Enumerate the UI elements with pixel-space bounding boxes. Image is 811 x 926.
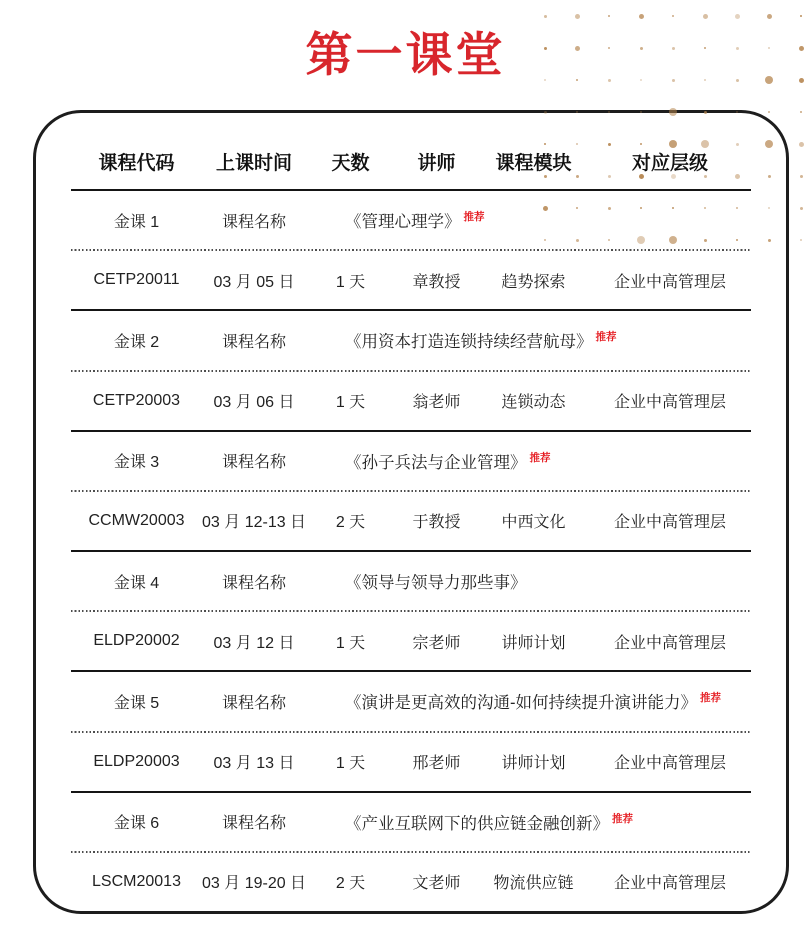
lecturer-name: 翁老师 bbox=[412, 394, 461, 412]
decor-dot bbox=[768, 111, 770, 113]
course-table-card bbox=[33, 110, 789, 914]
course-code: 金课 2 bbox=[113, 333, 160, 351]
recommended-badge: 推荐 bbox=[463, 211, 485, 224]
target-level: 企业中高管理层 bbox=[613, 514, 726, 532]
course-name-label: 课程名称 bbox=[221, 213, 286, 231]
course-title bbox=[306, 689, 751, 713]
header-level: 对应层级 bbox=[631, 153, 708, 174]
recommended-badge: 推荐 bbox=[612, 812, 633, 825]
course-title-text: 《孙子兵法与企业管理》 bbox=[345, 453, 527, 472]
course-name-label: 课程名称 bbox=[221, 574, 286, 592]
days-count: 2 天 bbox=[335, 514, 366, 532]
days-count: 2 天 bbox=[335, 875, 366, 893]
decor-dot bbox=[800, 207, 803, 210]
course-title bbox=[306, 328, 751, 352]
course-title-row bbox=[71, 793, 751, 851]
days-count: 1 天 bbox=[335, 755, 366, 773]
target-level: 企业中高管理层 bbox=[613, 755, 726, 773]
course-name-label: 课程名称 bbox=[221, 694, 286, 712]
course-title-text: 《用资本打造连锁持续经营航母》 bbox=[345, 333, 593, 352]
course-detail-row bbox=[71, 372, 751, 430]
target-level: 企业中高管理层 bbox=[613, 875, 726, 893]
course-module: 连锁动态 bbox=[501, 394, 566, 412]
course-module: 讲师计划 bbox=[501, 634, 566, 652]
recommended-badge: 推荐 bbox=[529, 451, 551, 464]
lecturer-name: 邢老师 bbox=[412, 755, 461, 773]
class-time: 03 月 19-20 日 bbox=[202, 875, 307, 893]
recommended-badge: 推荐 bbox=[595, 331, 617, 344]
course-code: CCMW20003 bbox=[88, 511, 185, 529]
lecturer-name: 章教授 bbox=[412, 273, 461, 291]
page-title: 第一课堂 bbox=[305, 28, 506, 81]
lecturer-name: 文老师 bbox=[412, 875, 461, 893]
target-level: 企业中高管理层 bbox=[613, 394, 726, 412]
course-detail-row bbox=[71, 612, 751, 670]
course-title-text: 《演讲是更高效的沟通-如何持续提升演讲能力》 bbox=[345, 694, 697, 713]
course-title bbox=[306, 569, 751, 593]
days-count: 1 天 bbox=[335, 273, 366, 291]
header-class-time: 上课时间 bbox=[215, 153, 292, 174]
decor-dot bbox=[799, 142, 804, 147]
course-title-row bbox=[71, 672, 751, 730]
course-code: 金课 6 bbox=[113, 815, 160, 833]
decor-dot bbox=[800, 15, 802, 17]
course-code: ELDP20003 bbox=[93, 752, 180, 770]
course-code: ELDP20002 bbox=[93, 632, 180, 650]
course-module: 趋势探索 bbox=[501, 273, 566, 291]
course-title bbox=[306, 208, 751, 232]
header-days: 天数 bbox=[331, 153, 370, 174]
course-title bbox=[306, 449, 751, 473]
days-count: 1 天 bbox=[335, 394, 366, 412]
course-title-text: 《管理心理学》 bbox=[345, 213, 461, 232]
course-name-label: 课程名称 bbox=[221, 815, 286, 833]
course-code: 金课 4 bbox=[113, 574, 160, 592]
course-detail-row bbox=[71, 492, 751, 550]
header-course-code: 课程代码 bbox=[98, 153, 175, 174]
course-module: 中西文化 bbox=[501, 514, 566, 532]
days-count: 1 天 bbox=[335, 634, 366, 652]
course-title-row bbox=[71, 311, 751, 369]
course-code: LSCM20013 bbox=[92, 872, 181, 890]
decor-dot bbox=[800, 175, 803, 178]
course-module: 物流供应链 bbox=[493, 875, 574, 893]
course-code: CETP20003 bbox=[92, 391, 181, 409]
course-title-row bbox=[71, 552, 751, 610]
lecturer-name: 宗老师 bbox=[412, 634, 461, 652]
lecturer-name: 于教授 bbox=[412, 514, 461, 532]
course-module: 讲师计划 bbox=[501, 755, 566, 773]
decor-dot bbox=[800, 111, 802, 113]
course-detail-row bbox=[71, 251, 751, 309]
decor-dot bbox=[672, 15, 674, 17]
class-time: 03 月 12-13 日 bbox=[202, 514, 307, 532]
course-title-text: 《产业互联网下的供应链金融创新》 bbox=[345, 814, 609, 833]
target-level: 企业中高管理层 bbox=[613, 634, 726, 652]
target-level: 企业中高管理层 bbox=[613, 273, 726, 291]
course-code: 金课 1 bbox=[113, 213, 160, 231]
class-time: 03 月 13 日 bbox=[213, 755, 295, 773]
course-code: CETP20011 bbox=[93, 271, 180, 289]
header-course-module: 课程模块 bbox=[495, 153, 572, 174]
course-name-label: 课程名称 bbox=[221, 333, 286, 351]
table-header-row bbox=[71, 113, 751, 189]
header-lecturer: 讲师 bbox=[417, 153, 456, 174]
course-title-row bbox=[71, 432, 751, 490]
course-detail-row bbox=[71, 733, 751, 791]
course-code: 金课 3 bbox=[113, 454, 160, 472]
class-time: 03 月 12 日 bbox=[213, 634, 295, 652]
course-title-text: 《领导与领导力那些事》 bbox=[345, 574, 527, 593]
decor-dot bbox=[800, 239, 802, 241]
course-name-label: 课程名称 bbox=[221, 454, 286, 472]
course-code: 金课 5 bbox=[113, 694, 160, 712]
recommended-badge: 推荐 bbox=[700, 692, 721, 705]
course-title-row bbox=[71, 191, 751, 249]
course-title bbox=[306, 810, 751, 834]
decor-dot bbox=[608, 15, 610, 17]
course-detail-row bbox=[71, 853, 751, 911]
class-time: 03 月 05 日 bbox=[213, 273, 295, 291]
class-time: 03 月 06 日 bbox=[213, 394, 295, 412]
